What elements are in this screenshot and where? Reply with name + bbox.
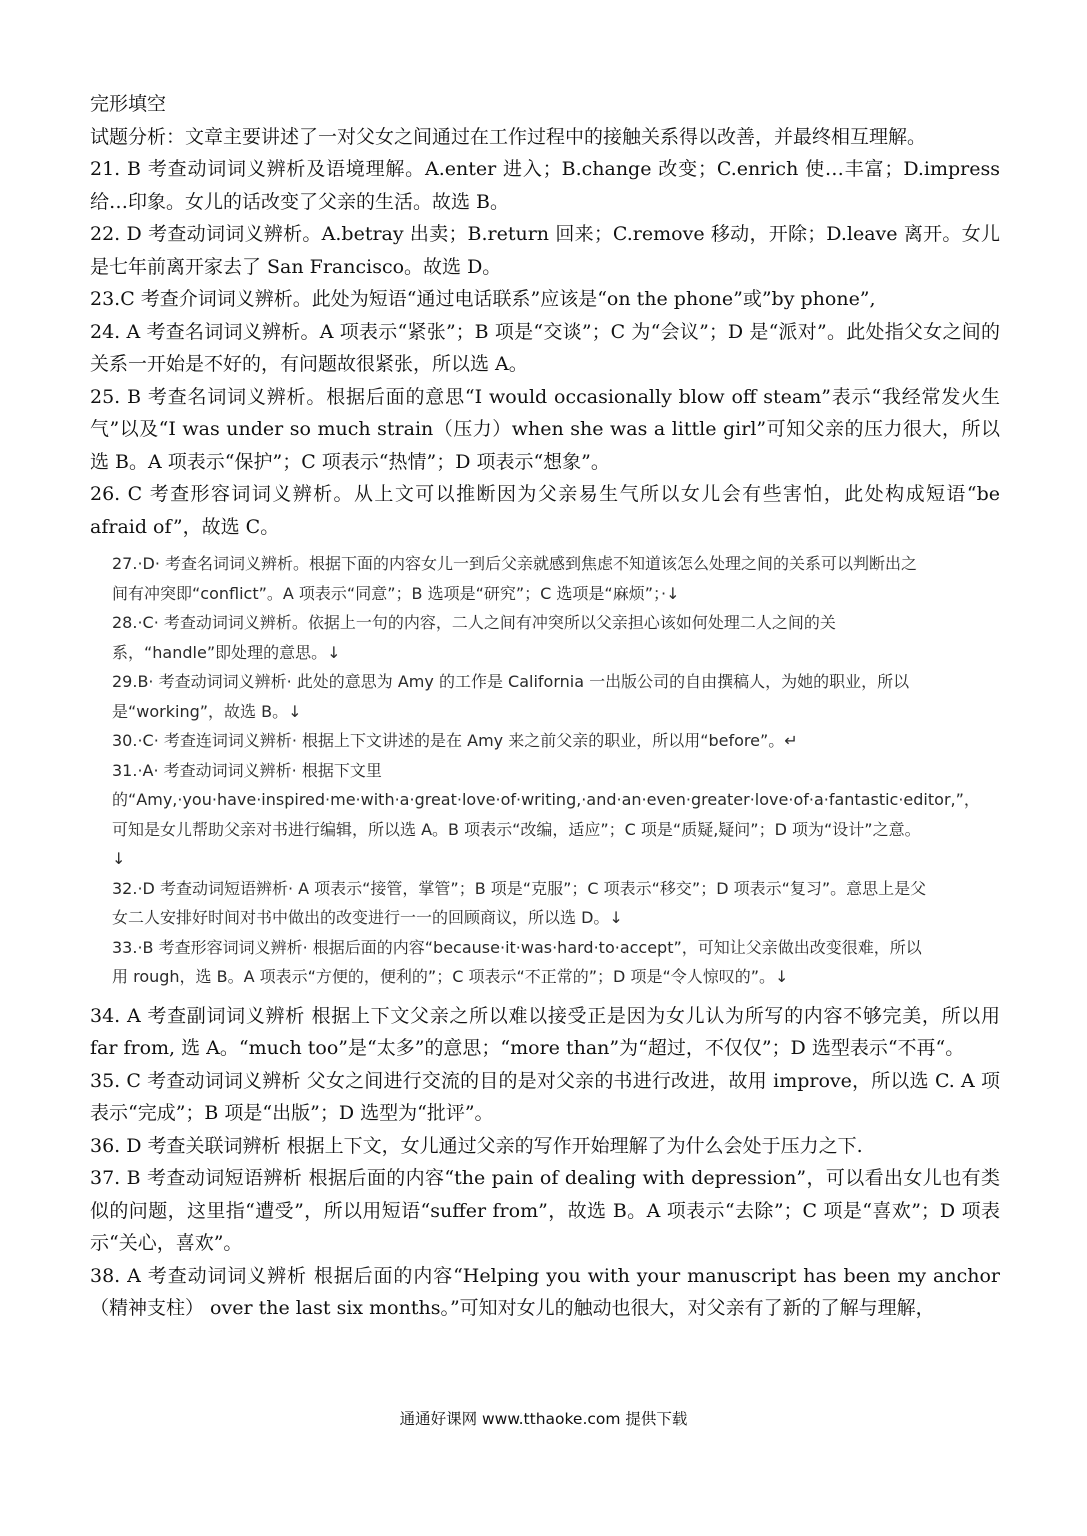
answer-24: 24. A 考查名词词义辨析。A 项表示“紧张”；B 项是“交谈”；C 为“会议”；D 是“派对”。此处指父女之间的关系一开始是不好的，有问题故很紧张，所以选 A。 — [90, 320, 1000, 375]
answer-23: 23.C 考查介词词义辨析。此处为短语“通过电话联系”应该是“on the phone”或”by phone”, — [90, 288, 876, 310]
answer-26: 26. C 考查形容词词义辨析。从上文可以推断因为父亲易生气所以女儿会有些害怕，此处构成短语“be afraid of”，故选 C。 — [90, 483, 1000, 538]
answer-35: 35. C 考查动词词义辨析 父女之间进行交流的目的是对父亲的书进行改进，故用 improve，所以选 C. A 项表示“完成”；B 项是“出版”；D 选型为“批评”。 — [90, 1069, 1000, 1124]
page-footer: 通通好课网 www.tthaoke.com 提供下载 — [399, 1410, 688, 1428]
answer-28: 28.·C· 考查动词词义辨析。依据上一句的内容，二人之间有冲突所以父亲担心该如何处理二人之间的关系，“handle”即处理的意思。↓ — [112, 613, 836, 662]
answer-21: 21. B 考查动词词义辨析及语境理解。A.enter 进入；B.change 改变；C.enrich 使…丰富；D.impress 给…印象。女儿的话改变了父亲的生活。故选 B。 — [90, 158, 1000, 213]
answer-29: 29.B· 考查动词词义辨析· 此处的意思为 Amy 的工作是 California 一出版公司的自由撰稿人，为她的职业，所以是“working”，故选 B。↓ — [112, 672, 910, 721]
answer-38: 38. A 考查动词词义辨析 根据后面的内容“Helping you with your manuscript has been my anchor（精神支柱） over the last six months。”可知对女儿的触动也很大，对父亲有了新的了解与理解， — [90, 1264, 1000, 1319]
section-title: 完形填空 — [90, 93, 167, 115]
answer-32: 32.·D 考查动词短语辨析· A 项表示“接管，掌管”；B 项是“克服”；C 项表示“移交”；D 项表示“复习”。意思上是父女二人安排好时间对书中做出的改变进行一一的回顾商议，所以选 D。↓ — [112, 878, 927, 927]
answer-30: 30.·C· 考查连词词义辨析· 根据上下文讲述的是在 Amy 来之前父亲的职业，所以用“before”。↵ — [112, 731, 798, 750]
document-body — [90, 88, 1000, 1325]
answer-27: 27.·D· 考查名词词义辨析。根据下面的内容女儿一到后父亲就感到焦虑不知道该怎么处理之间的关系可以判断出之间有冲突即“conflict”。A 项表示“同意”；B 选项是“研究”；C 选项是“麻烦”；·↓ — [112, 554, 918, 603]
answer-33: 33.·B 考查形容词词义辨析· 根据后面的内容“because·it·was·hard·to·accept”，可知让父亲做出改变很难，所以用 rough，选 B。A 项表示“方便的，便利的”；C 项表示“不正常的”；D 项是“令人惊叹的”。↓ — [112, 937, 922, 986]
answer-31: 31.·A· 考查动词词义辨析· 根据下文里的“Amy,·you·have·inspired·me·with·a·great·love·of·writing,·and·an·even·greater·love·of·a·fantastic·editor,”，可知是女儿帮助父亲对书进行编辑，所以选 A。B 项表示“改编，适应”；C 项是“质疑,疑问”；D 项为“设计”之意。↓ — [112, 760, 980, 868]
answer-25: 25. B 考查名词词义辨析。根据后面的意思“I would occasionally blow off steam”表示“我经常发火生气”以及“I was under so much strain（压力）when she was a little girl”可知父亲的压力很大，所以选 B。A 项表示“保护”；C 项表示“热情”；D 项表示“想象”。 — [90, 385, 1000, 473]
answer-37: 37. B 考查动词短语辨析 根据后面的内容“the pain of dealing with depression”，可以看出女儿也有类似的问题，这里指“遭受”，所以用短语“suffer from”，故选 B。A 项表示“去除”；C 项是“喜欢”；D 项表示“关心，喜欢”。 — [90, 1167, 1000, 1254]
answer-34: 34. A 考查副词词义辨析 根据上下文父亲之所以难以接受正是因为女儿认为所写的内容不够完美，所以用 far from, 选 A。“much too”是“太多”的意思；“more than”为“超过，不仅仅”；D 选型表示“不再“。 — [90, 1004, 1000, 1059]
answer-36: 36. D 考查关联词辨析 根据上下文，女儿通过父亲的写作开始理解了为什么会处于压力之下. — [90, 1134, 863, 1157]
scanned-answers-block — [112, 549, 980, 992]
analysis-paragraph: 试题分析：文章主要讲述了一对父女之间通过在工作过程中的接触关系得以改善，并最终相互理解。 — [90, 125, 927, 148]
answer-22: 22. D 考查动词词义辨析。A.betray 出卖；B.return 回来；C.remove 移动，开除；D.leave 离开。女儿是七年前离开家去了 San Francisco。故选 D。 — [90, 223, 1000, 278]
